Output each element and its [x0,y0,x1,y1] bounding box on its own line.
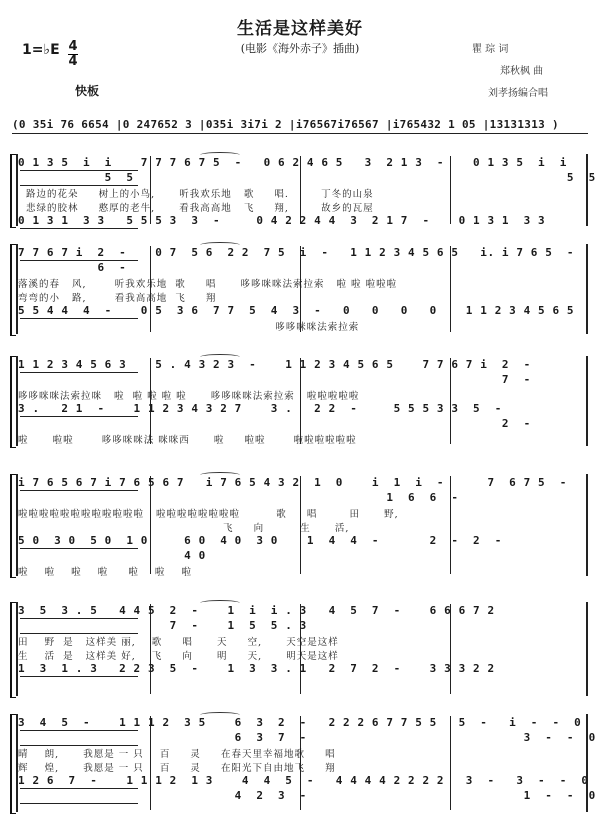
slur-mark [200,354,240,360]
lyric-line: 啦啦啦啦啦啦啦啦啦啦啦啦 啦啦啦啦啦啦啦啦 歌 唱 田 野, [18,509,399,520]
time-signature [68,40,78,69]
slur-mark [200,600,240,606]
lyric-line: 弯弯的小 路, 看我高高地 飞 翔 [18,293,217,304]
notation-line: 1 3 1 . 3 2 2 3 5 - 1 3 3 . 1 2 7 2 - 3 3 3 2 2 [18,662,495,675]
notation-line: 7 - 1 5 5 . 3 [18,619,307,632]
composer-credit: 郑秋枫 曲 [500,66,544,77]
lyric-line: 悲绿的胶林 憨厚的老牛, 看我高高地 飞 翔, 故乡的瓦屋 [18,203,374,214]
tempo-marking: 快板 [75,84,100,98]
notation-line: 5 5 4 4 4 - 0 5 3 6 7 7 5 4 3 - 0 0 0 0 1 1 2 3 4 5 6 5 [18,304,575,317]
notation-line: 7 7 6 7 i 2 - 0 7 5 6 2 2 7 5 i - 1 1 2 3 4 5 6 5 i. i 7 6 5 - [18,246,575,259]
slur-mark [200,712,240,718]
intro-line: (0 35i 76 6654 |0 247652 3 |035i 3i7i 2 |i76567i76567 |i765432 1 05 |13131313 ) [12,118,559,131]
score-system [0,710,600,818]
score-system [0,240,600,340]
notation-line: 1 2 6 7 - 1 1 1 2 1 3 4 4 5 - 4 4 4 4 2 2 2 2 3 - 3 - - 0 [18,774,589,787]
notation-line: 5 5 5 5 [18,171,596,184]
lyric-line: 飞 向 生 活, [18,523,350,534]
notation-line: 7 - [18,373,531,386]
lyric-line: 晴 朗, 我愿是 一 只 百 灵 在春天里幸福地歌 唱 [18,749,336,760]
score-system [0,150,600,232]
lyric-line: 路边的花朵 树上的小鸟, 听我欢乐地 歌 唱. 丁冬的山泉 [18,189,374,200]
song-title: 生活是这样美好 [237,19,363,39]
notation-line: 6 - [18,261,127,274]
notation-line: 4 2 3 - 1 - - 0 [18,789,596,802]
lyric-line: 啦 啦 啦 啦 啦 啦 啦 [18,567,192,578]
meter-bottom: 4 [68,54,78,69]
slur-mark [200,152,240,158]
notation-line: 0 1 3 5 i i 7 7 7 6 7 5 - 0 6 2 4 6 5 3 2 1 3 - 0 1 3 5 i i [18,156,567,169]
beam-underline [20,803,138,804]
arranger-credit: 刘孝扬编合唱 [488,88,548,99]
lyric-line: 哆哆咪咪法索拉咪 啦 啦 啦 啦 啦 哆哆咪咪法索拉索 啦啦啦啦啦 [18,391,360,402]
intro-underline [12,133,588,134]
notation-line: 0 1 3 1 3 3 5 5 5 3 3 - 0 4 2 2 4 4 3 2 1 7 - 0 1 3 1 3 3 [18,214,546,227]
notation-line: 3 . 2 1 - 1 1 2 3 4 3 2 7 3 . 2 2 - 5 5 5 3 3 5 - [18,402,502,415]
lyric-line: 啦 啦啦 哆哆咪咪法 咪咪西 啦 啦啦 啦啦啦啦啦啦 [18,435,357,446]
slur-mark [200,472,240,478]
score-system [0,598,600,702]
notation-line: i 7 6 5 6 7 i 7 6 5 6 7 i 7 6 5 4 3 2 1 0 i 1 i - 7 6 7 5 - [18,476,567,489]
beam-underline [20,676,138,677]
notation-line: 3 4 5 - 1 1 1 2 3 5 6 3 2 - 2 2 2 6 7 7 5 5 5 - i - - 0 [18,716,582,729]
lyric-line: 生 活 是 这样美 好, 飞 向 明 天, 明天是这样 [18,651,339,662]
lyricist-credit: 瞿 琮 词 [472,44,509,55]
lyric-line: 哆哆咪咪法索拉索 [18,322,360,333]
key-signature: 1=♭E [22,42,60,58]
lyric-line: 田 野 是 这样美 丽, 歌 唱 天 空, 天空是这样 [18,637,339,648]
notation-line: 3 5 3 . 5 4 4 5 2 - 1 i i . 3 4 5 7 - 6 6 6 7 2 [18,604,495,617]
beam-underline [20,228,138,229]
song-subtitle: (电影《海外赤子》插曲) [240,42,360,55]
lyric-line: 辉 煌, 我愿是 一 只 百 灵 在阳光下自由地飞 翔 [18,763,336,774]
notation-line: 4 0 [18,549,206,562]
notation-line: 1 6 6 - [18,491,459,504]
notation-line: 1 1 2 3 4 5 6 3 5 . 4 3 2 3 - 1 1 2 3 4 5 6 5 7 7 6 7 i 2 - [18,358,531,371]
score-system [0,352,600,452]
meter-top: 4 [68,39,78,54]
notation-line: 5 0 3 0 5 0 1 0 6 0 4 0 3 0 1 4 4 - 2 - 2 - [18,534,502,547]
notation-line: 6 3 7 - 3 - - 0 [18,731,596,744]
score-system [0,470,600,582]
slur-mark [200,242,240,248]
notation-line: 2 - [18,417,531,430]
lyric-line: 落溪的春 风, 听我欢乐地 歌 唱 哆哆咪咪法索拉索 啦 啦 啦啦啦 [18,279,398,290]
